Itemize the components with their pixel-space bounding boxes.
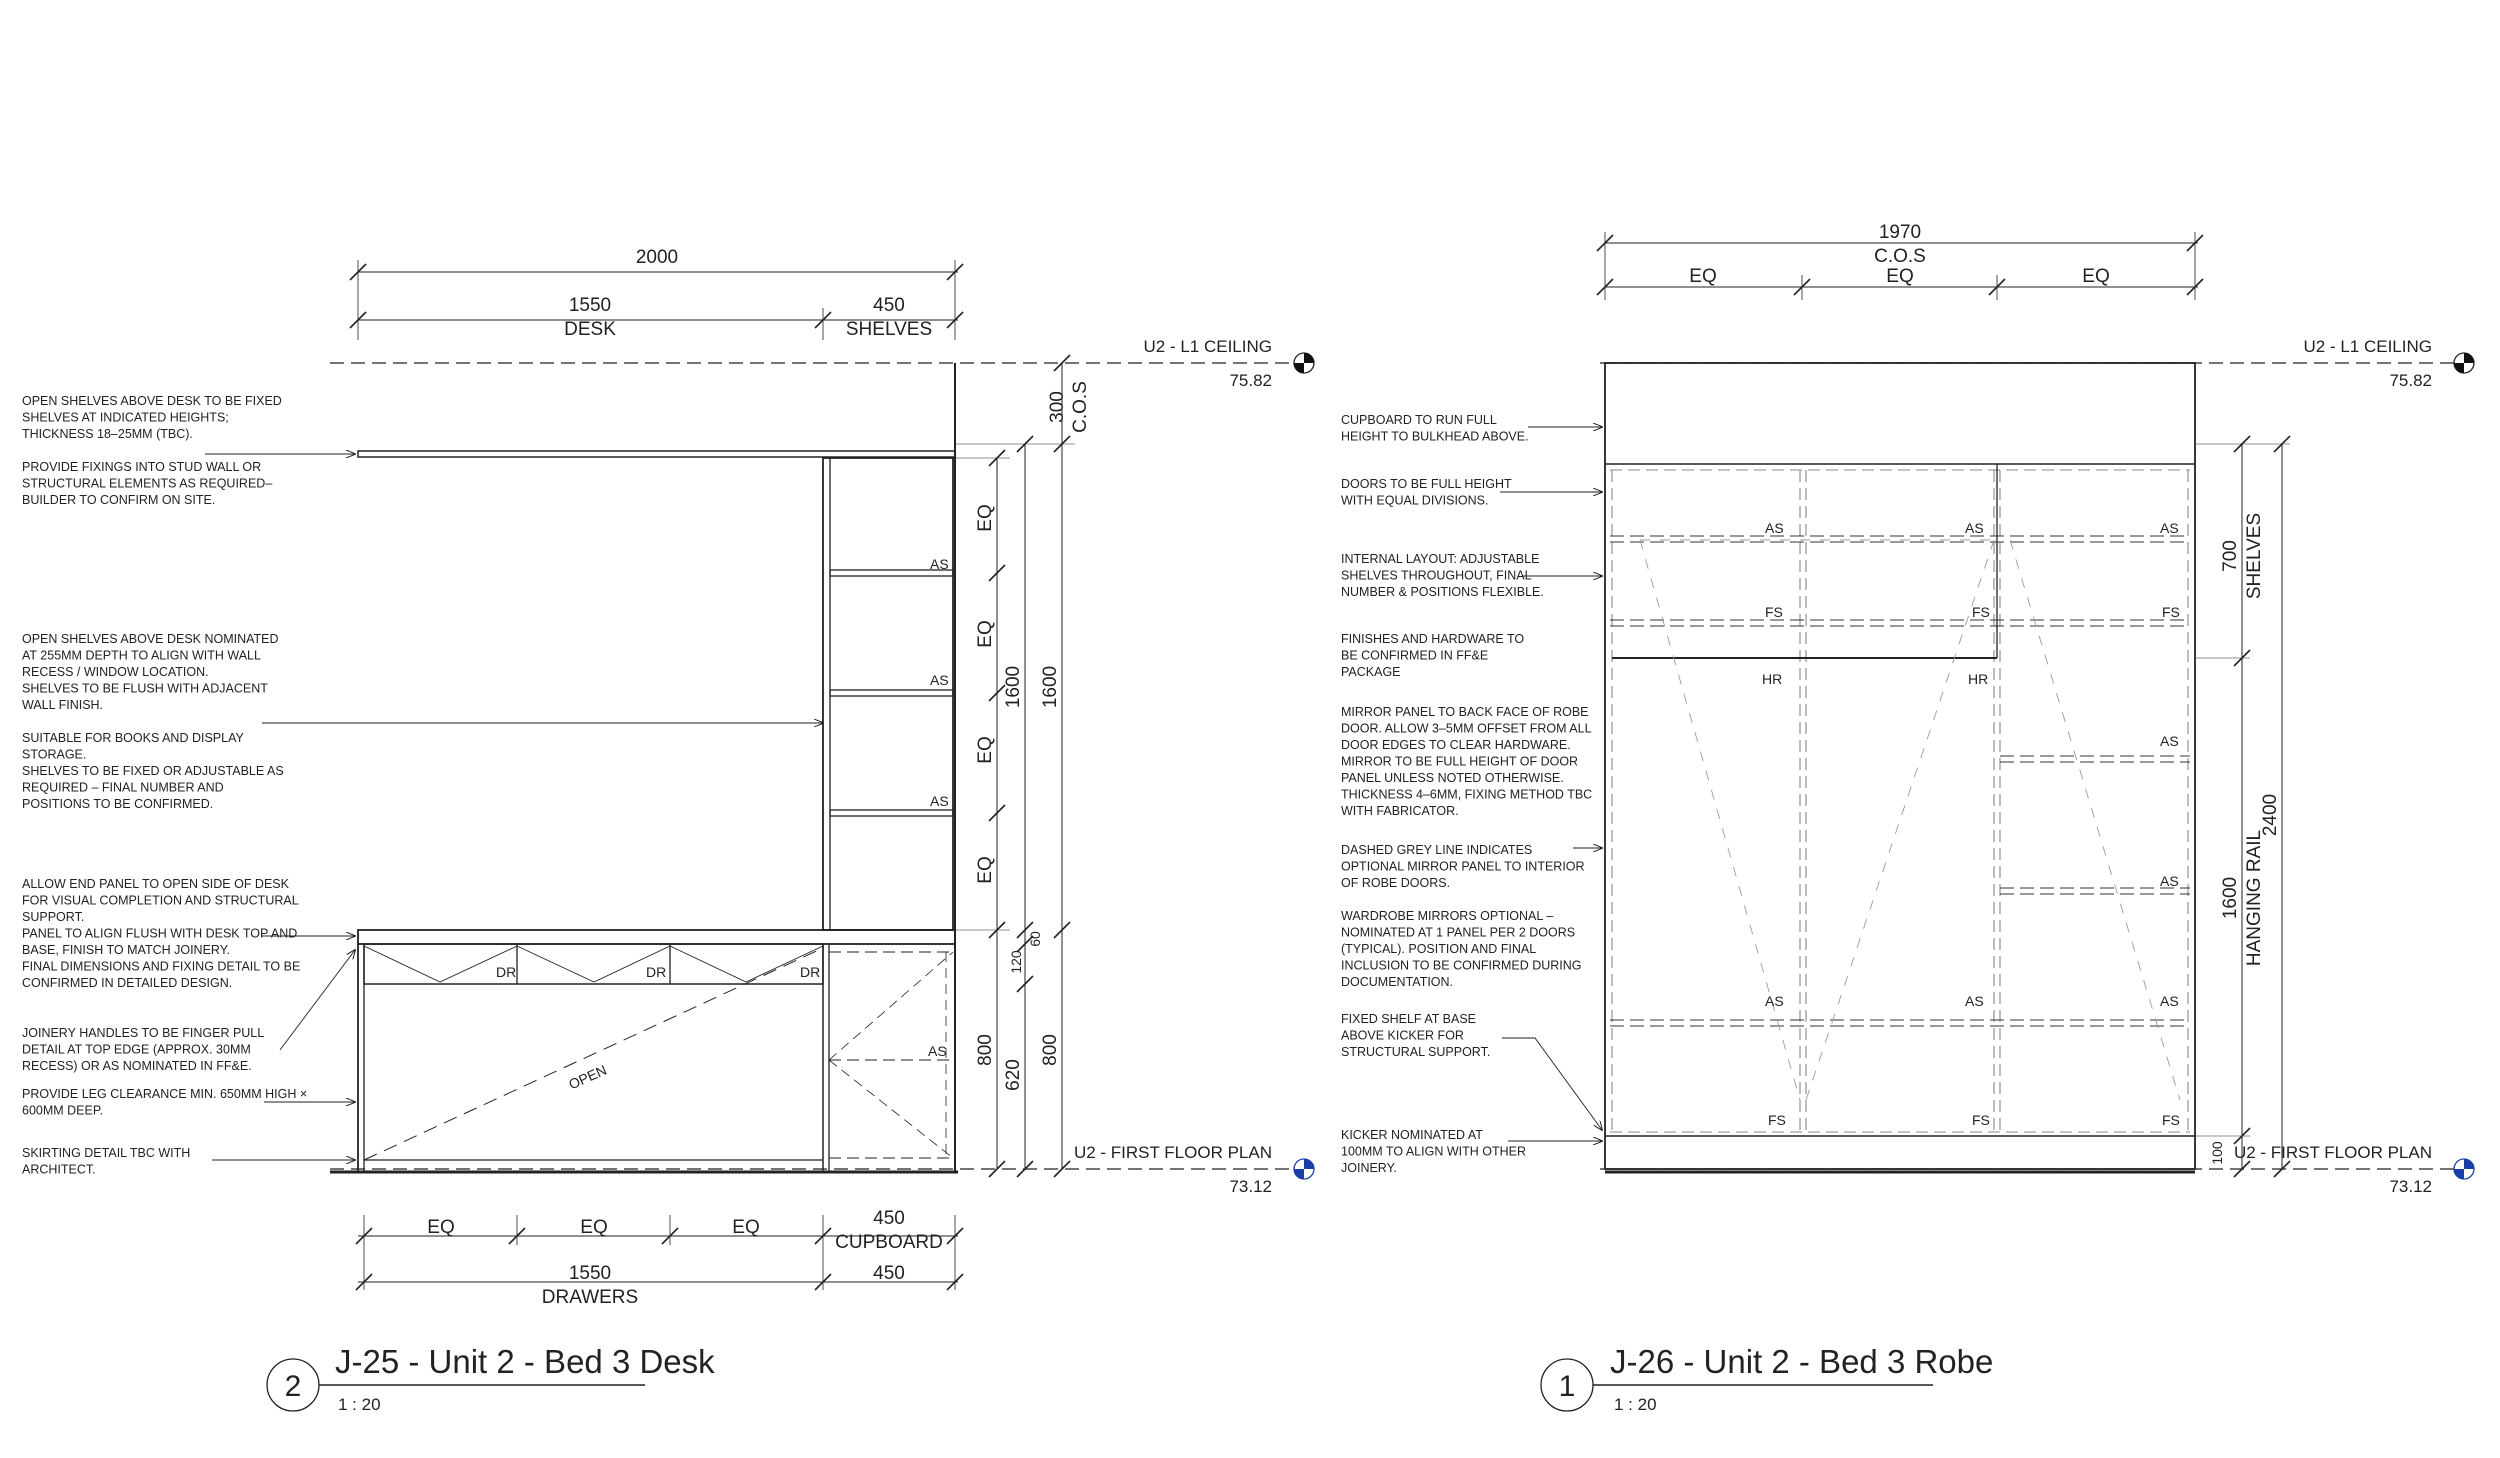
note-line: NOMINATED AT 1 PANEL PER 2 DOORS: [1341, 925, 1576, 940]
dim-800: 800: [1040, 1034, 1061, 1066]
dim-eq: EQ: [1689, 266, 1717, 287]
tag-as: AS: [2160, 520, 2179, 536]
note-line: BE CONFIRMED IN FF&E: [1341, 648, 1489, 663]
tag-as: AS: [2160, 873, 2179, 889]
dim-eq: EQ: [1886, 266, 1914, 287]
top-dimensions: [1597, 222, 2203, 300]
tag-fs: FS: [1765, 604, 1783, 620]
tag-as: AS: [1765, 520, 1784, 536]
floor-level-marker: [2234, 1143, 2474, 1196]
robe-elevation: [1341, 222, 2474, 1414]
view-title: J-25 - Unit 2 - Bed 3 Desk: [335, 1343, 715, 1380]
note-line: PROVIDE FIXINGS INTO STUD WALL OR: [22, 460, 262, 474]
note-end-panel: [22, 877, 300, 990]
dim-shelves: SHELVES: [2244, 512, 2265, 600]
dim-eq: EQ: [975, 620, 996, 648]
note-line: FOR VISUAL COMPLETION AND STRUCTURAL: [22, 893, 299, 908]
tag-fs: FS: [2162, 604, 2180, 620]
note-line: JOINERY HANDLES TO BE FINGER PULL: [22, 1026, 265, 1040]
note-line: NUMBER & POSITIONS FLEXIBLE.: [1341, 585, 1544, 599]
view-number: 2: [284, 1370, 302, 1403]
tag-dr: DR: [646, 964, 667, 980]
note-line: [22, 715, 25, 729]
dim-1600: 1600: [2220, 876, 2241, 920]
tag-as: AS: [2160, 993, 2179, 1009]
view-title: J-26 - Unit 2 - Bed 3 Robe: [1610, 1343, 1994, 1380]
floor-level-rl: 73.12: [1229, 1177, 1272, 1196]
note-line: WITH EQUAL DIVISIONS.: [1341, 493, 1489, 508]
ceiling-level-rl: 75.82: [1229, 371, 1272, 390]
note-line: SUPPORT.: [22, 910, 85, 924]
tag-as: AS: [2160, 733, 2179, 749]
dim-eq: EQ: [732, 1217, 760, 1238]
dim-eq: EQ: [975, 504, 996, 532]
note-line: WITH FABRICATOR.: [1341, 804, 1459, 818]
note-line: FIXED SHELF AT BASE: [1341, 1012, 1476, 1026]
note-line: FINISHES AND HARDWARE TO: [1341, 632, 1525, 646]
note-line: DOOR EDGES TO CLEAR HARDWARE.: [1341, 738, 1571, 752]
note-line: OF ROBE DOORS.: [1341, 876, 1451, 890]
note-line: SUITABLE FOR BOOKS AND DISPLAY: [22, 731, 244, 745]
dim-300: 300: [1047, 391, 1068, 423]
note-line: 600MM DEEP.: [22, 1103, 104, 1118]
dim-100: 100: [2209, 1141, 2225, 1165]
floor-level-rl: 73.12: [2389, 1177, 2432, 1196]
note-line: FINAL DIMENSIONS AND FIXING DETAIL TO BE: [22, 959, 301, 974]
floor-level-name: U2 - FIRST FLOOR PLAN: [2233, 1143, 2432, 1162]
note-skirting: [22, 1146, 190, 1177]
dim-700: 700: [2220, 540, 2241, 572]
dim-cos: C.O.S: [1070, 381, 1091, 433]
dim-1600: 1600: [1003, 665, 1024, 709]
note-line: AT 255MM DEPTH TO ALIGN WITH WALL: [22, 648, 261, 663]
ceiling-level-rl: 75.82: [2389, 371, 2432, 390]
tag-as: AS: [930, 672, 949, 688]
tag-as: AS: [930, 556, 949, 572]
dim-cupboard-2: 450: [873, 1263, 905, 1284]
note-line: DETAIL AT TOP EDGE (APPROX. 30MM: [22, 1042, 251, 1057]
desk-top: [358, 930, 955, 944]
note-line: BUILDER TO CONFIRM ON SITE.: [22, 493, 216, 507]
dim-eq: EQ: [975, 736, 996, 764]
floor-level-name: U2 - FIRST FLOOR PLAN: [1073, 1143, 1272, 1162]
dim-eq: EQ: [580, 1217, 608, 1238]
note-finishes: [1341, 632, 1524, 679]
note-line: PROVIDE LEG CLEARANCE MIN. 650MM HIGH ×: [22, 1087, 308, 1101]
tag-hr: HR: [1968, 671, 1989, 687]
right-dimensions: [2195, 436, 2290, 1177]
tag-dr: DR: [800, 964, 821, 980]
note-line: THICKNESS 18–25MM (TBC).: [22, 427, 193, 441]
note-line: THICKNESS 4–6MM, FIXING METHOD TBC: [1341, 787, 1593, 802]
note-line: ALLOW END PANEL TO OPEN SIDE OF DESK: [22, 877, 289, 891]
note-line: SHELVES TO BE FLUSH WITH ADJACENT: [22, 681, 268, 696]
robe-title-block: [1541, 1343, 1993, 1414]
open-diagonal: [364, 948, 823, 1160]
note-line: ABOVE KICKER FOR: [1341, 1028, 1464, 1043]
note-open-shelves: [22, 394, 282, 507]
view-scale: 1 : 20: [338, 1395, 381, 1414]
tag-fs: FS: [2162, 1112, 2180, 1128]
note-shelf-depth: [22, 632, 284, 811]
dim-2400: 2400: [2260, 793, 2281, 837]
robe-notes: [1341, 413, 1602, 1175]
tag-as: AS: [930, 793, 949, 809]
note-line: STRUCTURAL ELEMENTS AS REQUIRED–: [22, 476, 273, 491]
tag-open: OPEN: [566, 1061, 609, 1093]
note-line: RECESS / WINDOW LOCATION.: [22, 665, 209, 679]
note-handles: [22, 1026, 264, 1073]
note-line: SHELVES THROUGHOUT, FINAL: [1341, 568, 1532, 583]
note-dashed-line: [1341, 843, 1585, 890]
dim-shelves: 450: [873, 295, 905, 316]
view-scale: 1 : 20: [1614, 1395, 1657, 1414]
note-line: (TYPICAL). POSITION AND FINAL: [1341, 942, 1537, 956]
tag-fs: FS: [1972, 1112, 1990, 1128]
top-shelf: [358, 451, 955, 457]
note-line: 100MM TO ALIGN WITH OTHER: [1341, 1144, 1526, 1159]
note-line: INTERNAL LAYOUT: ADJUSTABLE: [1341, 552, 1540, 566]
dim-120: 120: [1008, 950, 1024, 974]
dim-desk: 1550: [568, 295, 612, 316]
note-line: MIRROR TO BE FULL HEIGHT OF DOOR: [1341, 754, 1579, 769]
desk-title-block: [267, 1343, 715, 1414]
note-line: SHELVES AT INDICATED HEIGHTS;: [22, 410, 229, 425]
note-mirror-panel: [1341, 705, 1592, 818]
note-fixed-shelf: [1341, 1012, 1490, 1059]
adjustable-shelves: [1610, 536, 2190, 1026]
note-line: CONFIRMED IN DETAILED DESIGN.: [22, 976, 233, 990]
tag-fs: FS: [1768, 1112, 1786, 1128]
note-line: RECESS) OR AS NOMINATED IN FF&E.: [22, 1059, 252, 1073]
tag-dr: DR: [496, 964, 517, 980]
dim-800: 800: [975, 1034, 996, 1066]
top-dimensions: [350, 247, 963, 340]
dim-eq: EQ: [975, 856, 996, 884]
dim-60: 60: [1027, 931, 1043, 947]
note-line: OPEN SHELVES ABOVE DESK TO BE FIXED: [22, 394, 282, 408]
note-line: MIRROR PANEL TO BACK FACE OF ROBE: [1341, 705, 1589, 719]
dim-cupboard: 450: [873, 1208, 905, 1229]
note-line: OPEN SHELVES ABOVE DESK NOMINATED: [22, 632, 279, 646]
note-line: REQUIRED – FINAL NUMBER AND: [22, 780, 224, 795]
note-line: POSITIONS TO BE CONFIRMED.: [22, 797, 214, 811]
note-line: STRUCTURAL SUPPORT.: [1341, 1045, 1491, 1059]
note-line: DOCUMENTATION.: [1341, 975, 1454, 989]
right-dimensions: [955, 355, 1091, 1177]
note-line: ARCHITECT.: [22, 1162, 96, 1177]
dim-eq: EQ: [2082, 266, 2110, 287]
desk-notes: [22, 394, 823, 1177]
dim-overall: 2000: [635, 247, 679, 268]
tag-as: AS: [1765, 993, 1784, 1009]
note-wardrobe-mirrors: [1341, 909, 1582, 989]
note-line: STORAGE.: [22, 747, 87, 762]
dim-shelves-label: SHELVES: [845, 319, 933, 340]
dim-drawers-label: DRAWERS: [541, 1287, 639, 1308]
tag-as: AS: [1965, 520, 1984, 536]
note-cupboard-height: [1341, 413, 1529, 444]
note-line: SKIRTING DETAIL TBC WITH: [22, 1146, 191, 1160]
desk-elevation: [22, 247, 1314, 1414]
tag-fs: FS: [1972, 604, 1990, 620]
robe-carcass: [1605, 363, 2195, 1169]
tag-as: AS: [1965, 993, 1984, 1009]
note-line: INCLUSION TO BE CONFIRMED DURING: [1341, 958, 1582, 973]
note-line: DOORS TO BE FULL HEIGHT: [1341, 477, 1512, 491]
note-line: PACKAGE: [1341, 665, 1401, 679]
dim-620: 620: [1003, 1059, 1024, 1091]
note-doors: [1341, 477, 1512, 508]
mirror-panel-indication: [1640, 540, 2180, 1100]
dim-eq: EQ: [427, 1217, 455, 1238]
note-line: DOOR. ALLOW 3–5MM OFFSET FROM ALL: [1341, 721, 1592, 736]
note-line: JOINERY.: [1341, 1161, 1397, 1175]
door-divisions: [1610, 470, 2190, 1132]
ceiling-level-name: U2 - L1 CEILING: [2303, 337, 2432, 356]
dim-drawers: 1550: [568, 1263, 612, 1284]
note-line: CUPBOARD TO RUN FULL: [1341, 413, 1497, 427]
bottom-dimensions: [356, 1208, 963, 1308]
note-line: HEIGHT TO BULKHEAD ABOVE.: [1341, 429, 1529, 444]
dim-hanging-rail: HANGING RAIL: [2244, 829, 2265, 967]
note-line: PANEL UNLESS NOTED OTHERWISE.: [1341, 771, 1564, 785]
note-kicker: [1341, 1128, 1526, 1175]
note-line: [22, 444, 25, 458]
note-line: KICKER NOMINATED AT: [1341, 1128, 1483, 1142]
note-line: DASHED GREY LINE INDICATES: [1341, 843, 1533, 857]
dim-overall: 1970: [1878, 222, 1922, 243]
note-line: WARDROBE MIRRORS OPTIONAL –: [1341, 909, 1554, 923]
note-line: PANEL TO ALIGN FLUSH WITH DESK TOP AND: [22, 926, 298, 941]
dim-cos: C.O.S: [1874, 246, 1926, 267]
tag-as: AS: [928, 1043, 947, 1059]
note-line: SHELVES TO BE FIXED OR ADJUSTABLE AS: [22, 764, 284, 778]
shelf-unit: [823, 458, 953, 930]
dim-1600: 1600: [1040, 665, 1061, 709]
note-line: BASE, FINISH TO MATCH JOINERY.: [22, 943, 230, 957]
tag-hr: HR: [1762, 671, 1783, 687]
view-number: 1: [1558, 1370, 1576, 1403]
note-internal-layout: [1341, 552, 1544, 599]
ceiling-level-name: U2 - L1 CEILING: [1143, 337, 1272, 356]
note-line: WALL FINISH.: [22, 698, 104, 712]
dim-cupboard-label: CUPBOARD: [835, 1232, 943, 1253]
note-line: OPTIONAL MIRROR PANEL TO INTERIOR: [1341, 859, 1585, 874]
dim-desk-label: DESK: [564, 319, 616, 340]
